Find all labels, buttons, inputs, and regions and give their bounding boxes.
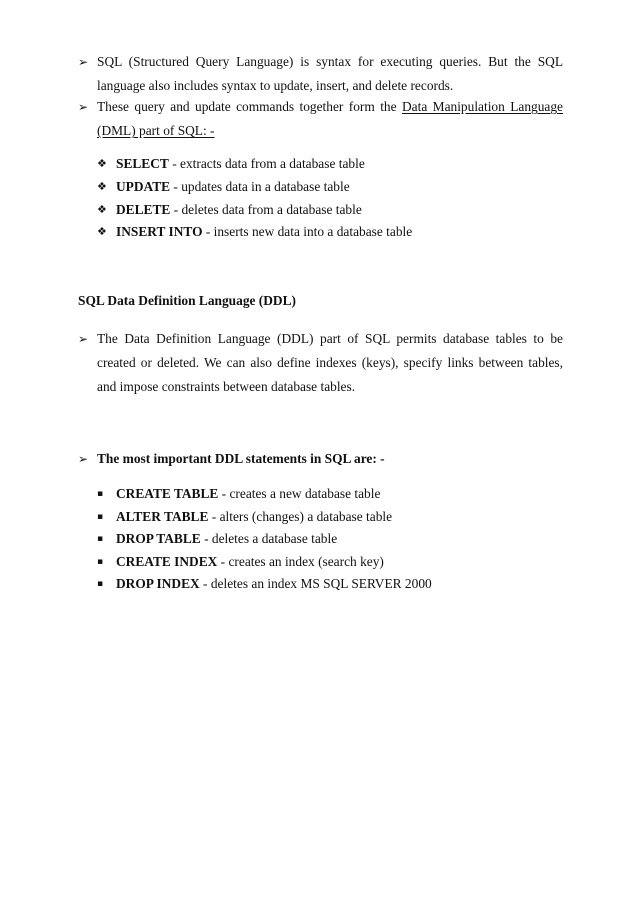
- dml-command-item: [97, 199, 567, 221]
- statement-description: - deletes an index MS SQL SERVER 2000: [199, 576, 432, 591]
- dml-paragraph-1-text: SQL (Structured Query Language) is syntax for executing queries. But the SQL language also includes syntax to update, insert, and delete records.: [97, 54, 563, 93]
- command-description: - extracts data from a database table: [168, 156, 365, 171]
- ddl-section-heading: SQL Data Definition Language (DDL): [78, 293, 296, 308]
- ddl-paragraph-1-text: The Data Definition Language (DDL) part of SQL permits database tables to be created or deleted. We can also define indexes (keys), specify links between tables, and impose constraints between database tables.: [97, 331, 563, 394]
- ddl-statement-item: [97, 528, 567, 550]
- dml-command-item: [97, 221, 567, 243]
- command-keyword: SELECT: [116, 156, 169, 171]
- ddl-statement-item: [97, 483, 567, 505]
- statement-description: - deletes a database table: [200, 531, 338, 546]
- statement-keyword: CREATE TABLE: [116, 486, 219, 501]
- arrow-bullet-icon: ➢: [78, 100, 89, 114]
- ddl-paragraph-2: [78, 447, 563, 471]
- square-bullet-icon: ▪: [97, 534, 104, 544]
- dml-command-item: [97, 153, 567, 175]
- statement-description: - creates an index (search key): [217, 554, 384, 569]
- diamond-bullet-icon: ❖: [97, 157, 107, 170]
- command-keyword: DELETE: [116, 202, 171, 217]
- statement-keyword: CREATE INDEX: [116, 554, 218, 569]
- dml-definition-link[interactable]: Data Manipulation Language (DML) part of SQL: -: [97, 99, 564, 138]
- square-bullet-icon: ▪: [97, 557, 104, 567]
- statement-keyword: DROP INDEX: [116, 576, 200, 591]
- command-description: - deletes data from a database table: [170, 202, 362, 217]
- arrow-bullet-icon: ➢: [78, 332, 89, 346]
- square-bullet-icon: ▪: [97, 579, 104, 589]
- diamond-bullet-icon: ❖: [97, 180, 107, 193]
- ddl-statement-item: [97, 573, 567, 595]
- dml-command-item: [97, 176, 567, 198]
- arrow-bullet-icon: ➢: [78, 452, 89, 466]
- ddl-statement-item: [97, 506, 567, 528]
- dml-paragraph-2: [78, 95, 563, 143]
- command-keyword: INSERT INTO: [116, 224, 203, 239]
- dml-paragraph-2-text: [78, 95, 563, 143]
- statement-description: - creates a new database table: [218, 486, 381, 501]
- statement-description: - alters (changes) a database table: [208, 509, 393, 524]
- command-description: - updates data in a database table: [170, 179, 350, 194]
- command-keyword: UPDATE: [116, 179, 171, 194]
- statement-keyword: DROP TABLE: [116, 531, 201, 546]
- dml-paragraph-2-prefix: These query and update commands together form the: [97, 99, 402, 114]
- ddl-paragraph-2-text: The most important DDL statements in SQL are: -: [97, 451, 385, 466]
- ddl-paragraph-1: [78, 327, 563, 399]
- ddl-statement-item: [97, 551, 567, 573]
- command-description: - inserts new data into a database table: [202, 224, 413, 239]
- square-bullet-icon: ▪: [97, 512, 104, 522]
- statement-keyword: ALTER TABLE: [116, 509, 209, 524]
- diamond-bullet-icon: ❖: [97, 225, 107, 238]
- square-bullet-icon: ▪: [97, 489, 104, 499]
- diamond-bullet-icon: ❖: [97, 203, 107, 216]
- arrow-bullet-icon: ➢: [78, 55, 89, 69]
- dml-paragraph-1: [78, 50, 563, 98]
